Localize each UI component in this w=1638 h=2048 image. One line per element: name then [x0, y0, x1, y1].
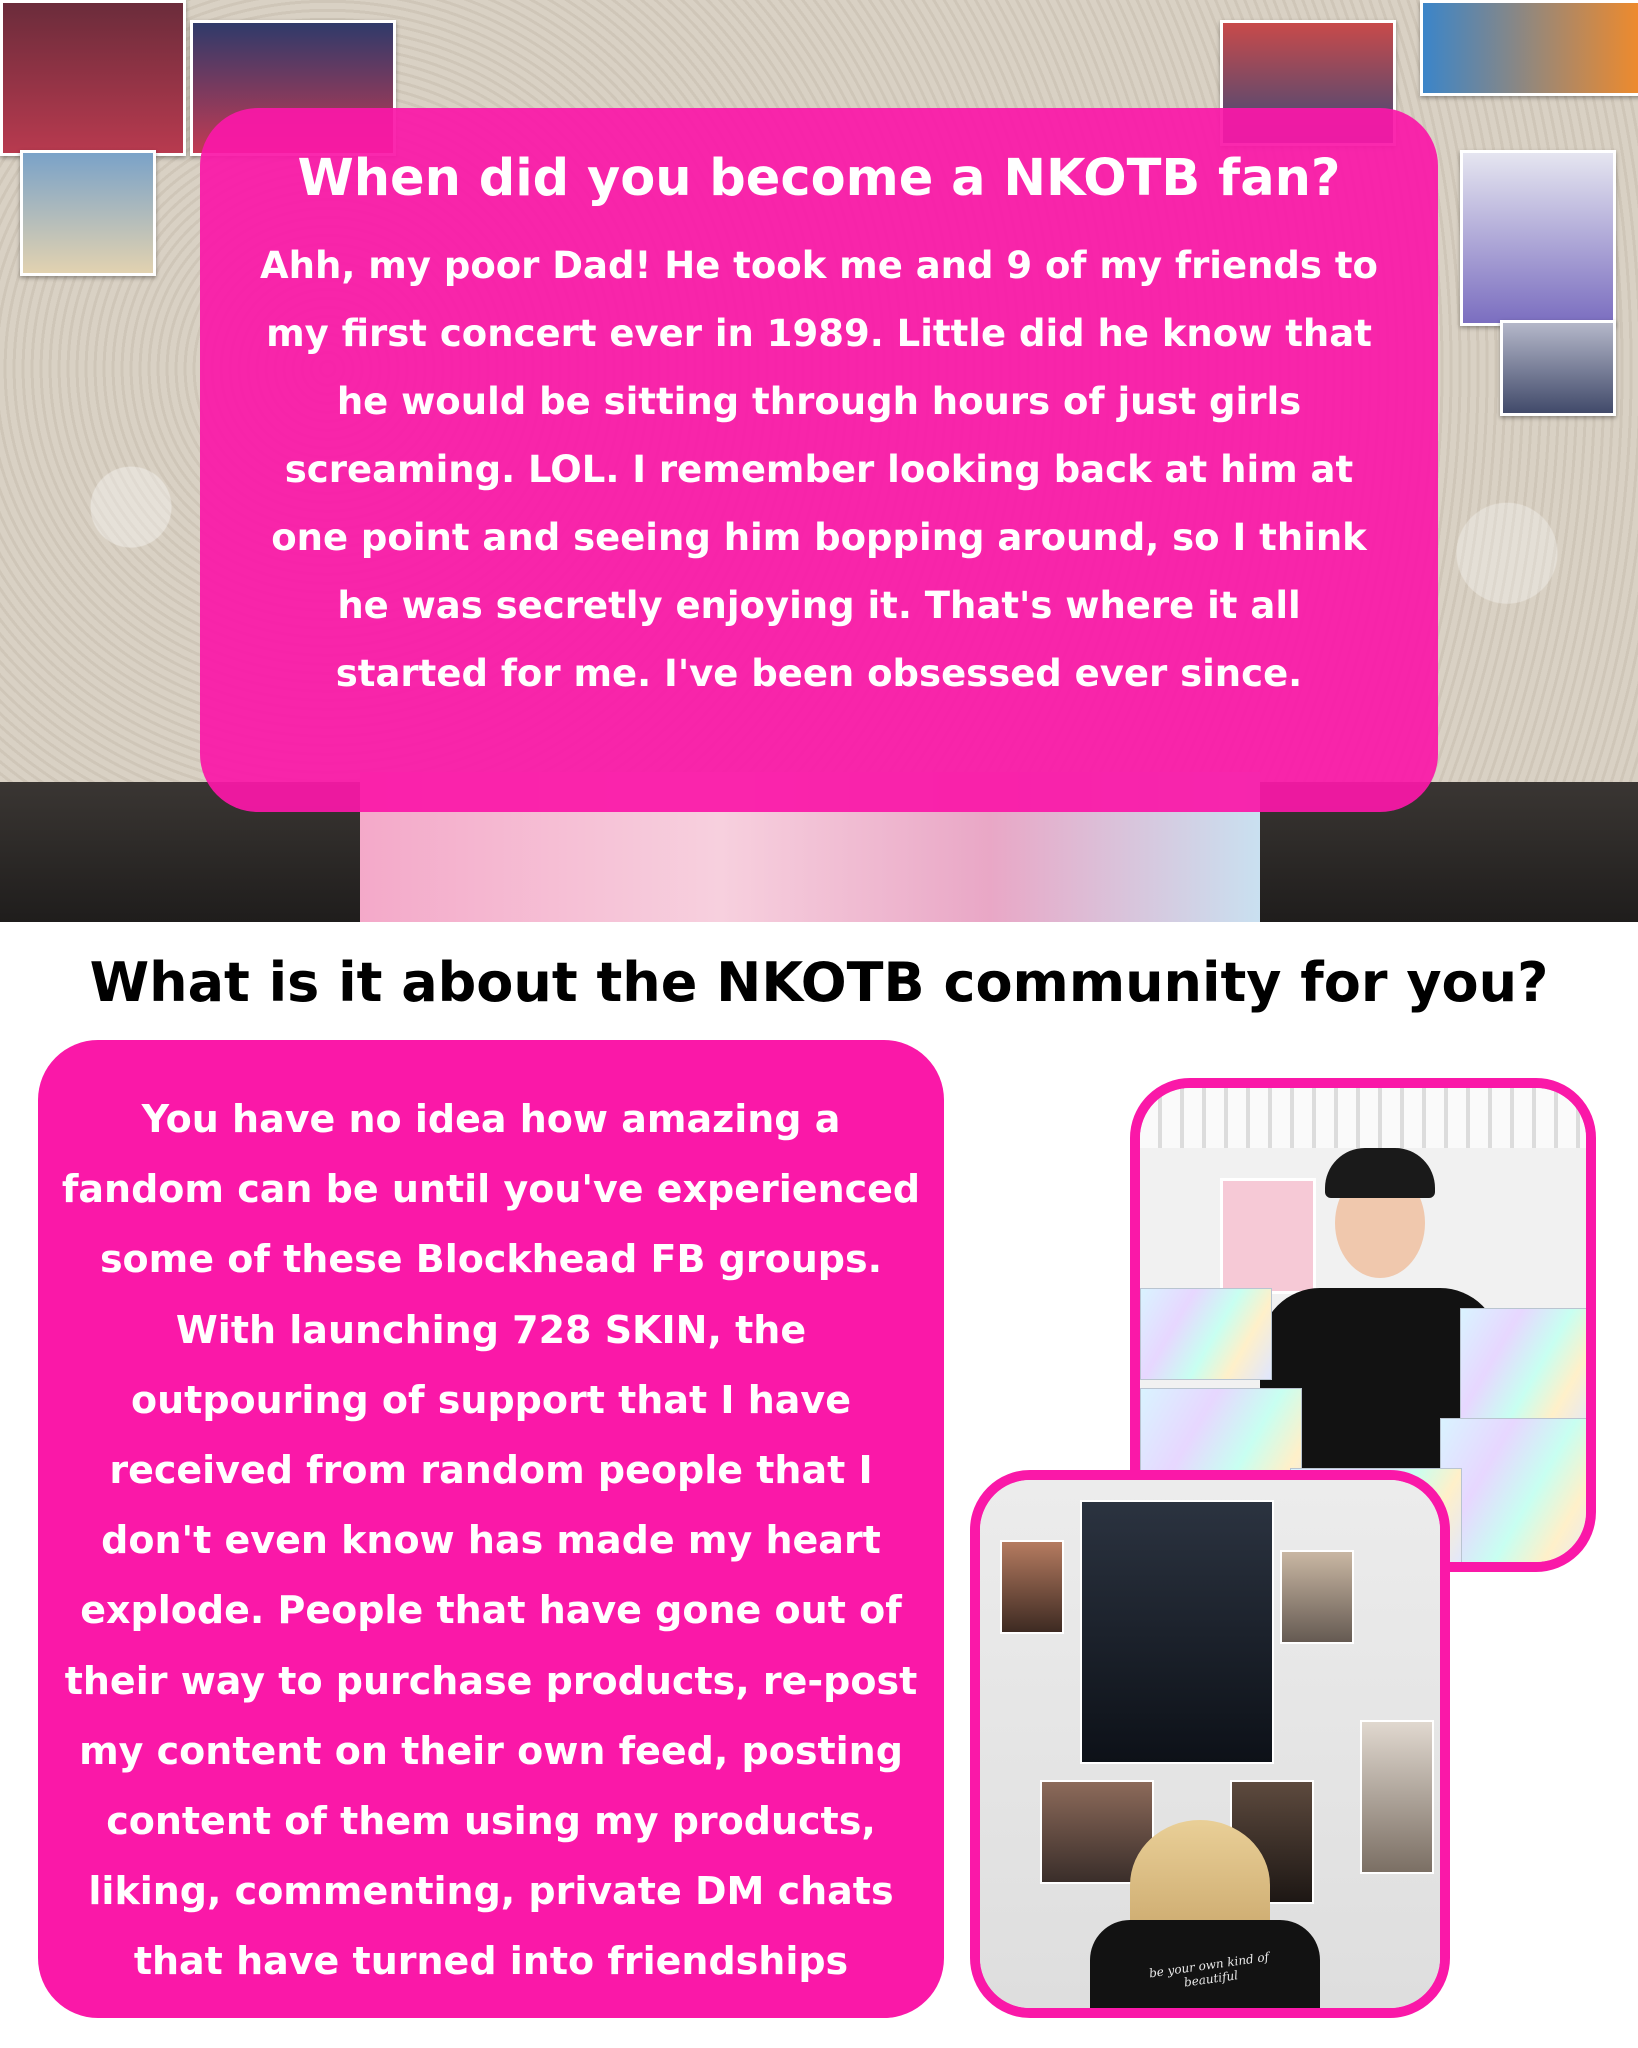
band-poster — [1000, 1540, 1064, 1634]
sweatshirt-text: be your own kind of beautiful — [1148, 1949, 1270, 1990]
holographic-box — [1460, 1308, 1596, 1420]
band-poster — [1280, 1550, 1354, 1644]
wall-poster — [1460, 150, 1616, 326]
community-question-heading: What is it about the NKOTB community for you? — [89, 951, 1549, 1014]
letter-board — [1220, 1178, 1316, 1294]
fan-question-card — [200, 108, 1438, 812]
community-answer-text: You have no idea how amazing a fandom can be until you've experienced some of these Blockhead FB groups. With launching 728 SKIN, the outpouring of support that I have received from random people that I don't even know has made my heart explode. People that have gone out of their way to purchase products, re-post my content on their own feed, posting content of them using my products, liking, commenting, private DM chats that have turned into friendships — [61, 1097, 921, 1984]
holographic-box — [1440, 1418, 1596, 1570]
wall-poster — [1500, 320, 1616, 416]
community-answer-card — [38, 1040, 944, 2018]
hero-photo — [0, 0, 1638, 922]
wall-poster — [0, 0, 186, 156]
band-poster — [1080, 1500, 1274, 1764]
wall-poster — [1420, 0, 1638, 96]
photo-poster-wall — [970, 1470, 1450, 2018]
wall-poster — [20, 150, 156, 276]
fan-question-answer: Ahh, my poor Dad! He took me and 9 of my friends to my first concert ever in 1989. Little did he know that he would be sitting through hours of just girls screaming. LOL. I remember looking back at him at one point and seeing him bopping around, so I think he was secretly enjoying it. That's where it all started for me. I've been obsessed ever since. — [260, 244, 1378, 695]
trucker-cap — [1325, 1148, 1435, 1198]
band-poster — [1360, 1720, 1434, 1874]
fan-question-heading: When did you become a NKOTB fan? — [297, 149, 1341, 208]
railing — [1140, 1088, 1586, 1148]
holographic-box — [1140, 1288, 1272, 1380]
